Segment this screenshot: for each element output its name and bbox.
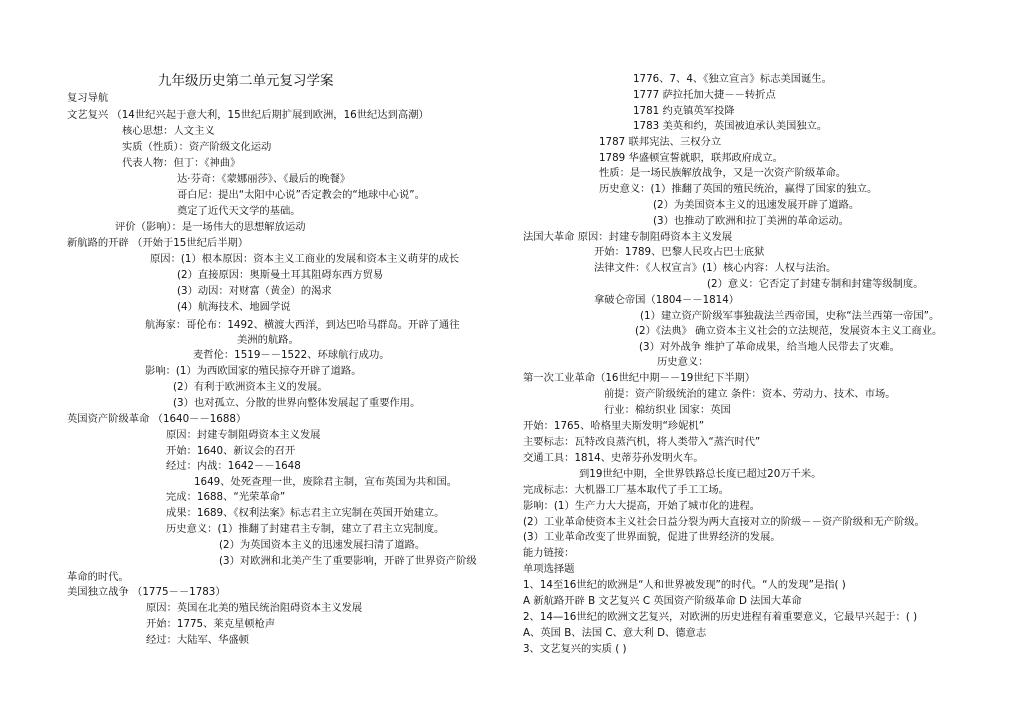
right-line-17: (3）对外战争 维护了革命成果，给当地人民带去了灾难。 (639, 341, 900, 353)
left-line-25: 1649、处死查理一世，废除君主制，宣布英国为共和国。 (194, 476, 458, 488)
right-line-34: 2、14—16世纪的欧洲文艺复兴，对欧洲的历史进程有着重要意义，它最早兴起于：( ) (523, 611, 918, 623)
right-line-3: 1783 美英和约，英国被迫承认美国独立。 (633, 120, 828, 132)
left-line-7: 哥白尼：提出“太阳中心说”否定教会的“地球中心说”。 (177, 189, 425, 201)
right-line-6: 性质：是一场民族解放战争，又是一次资产阶级革命。 (599, 167, 847, 179)
right-line-29: (3）工业革命改变了世界面貌，促进了世界经济的发展。 (523, 531, 781, 543)
left-line-26: 完成：1688、“光荣革命” (166, 491, 286, 503)
left-line-2: 文艺复兴 （14世纪兴起于意大利，15世纪后期扩展到欧洲，16世纪达到高潮） (67, 109, 429, 121)
left-line-27: 成果：1689、《权利法案》标志君主立宪制在英国开始建立。 (166, 507, 445, 519)
left-line-14: (4）航海技术、地圆学说 (177, 301, 291, 313)
right-line-2: 1781 约克镇英军投降 (633, 105, 735, 117)
right-line-0: 1776、7、4、《独立宣言》标志美国诞生。 (633, 73, 832, 85)
left-line-9: 评价（影响）：是一场伟大的思想解放运动 (115, 221, 306, 233)
left-line-31: 革命的时代。 (67, 571, 129, 583)
left-line-34: 开始：1775、莱克星顿枪声 (146, 618, 276, 630)
left-line-33: 原因：英国在北美的殖民统治阻碍资本主义发展 (146, 602, 363, 614)
left-line-22: 原因：封建专制阻碍资本主义发展 (166, 429, 321, 441)
left-line-16: 美洲的航路。 (237, 334, 299, 346)
right-line-35: A、英国 B、法国 C、意大利 D、德意志 (523, 627, 707, 639)
left-line-21: 英国资产阶级革命 （1640－－1688） (67, 413, 247, 425)
right-line-19: 第一次工业革命（16世纪中期－－19世纪下半期） (523, 372, 756, 384)
left-line-32: 美国独立战争 （1775－－1783） (67, 586, 226, 598)
right-line-16: (2）《法典》 确立资本主义社会的立法规范，发展资本主义工商业。 (635, 325, 943, 337)
right-line-32: 1、14至16世纪的欧洲是“人和世界被发现”的时代。“人的发现”是指( ) (523, 579, 846, 591)
left-line-30: (3）对欧洲和北美产生了重要影响，开辟了世界资产阶级 (219, 555, 477, 567)
right-line-13: (2）意义：它否定了封建专制和封建等级制度。 (707, 278, 924, 290)
right-line-25: 到19世纪中期，全世界铁路总长度已超过20万千米。 (579, 468, 822, 480)
left-line-12: (2）直接原因：奥斯曼土耳其阻碍东西方贸易 (177, 269, 384, 281)
right-line-4: 1787 联邦宪法、三权分立 (599, 136, 722, 148)
right-line-31: 单项选择题 (523, 563, 575, 575)
left-line-0: 九年级历史第二单元复习学案 (158, 73, 334, 89)
left-line-1: 复习导航 (67, 92, 109, 104)
right-line-20: 前提：资产阶级统治的建立 条件：资本、劳动力、技术、市场。 (604, 388, 896, 400)
right-column (512, 0, 1024, 724)
right-line-14: 拿破仑帝国（1804－－1814） (594, 294, 740, 306)
left-line-20: (3）也对孤立、分散的世界向整体发展起了重要作用。 (173, 397, 421, 409)
left-line-29: (2）为英国资本主义的迅速发展扫清了道路。 (219, 539, 426, 551)
left-line-11: 原因：(1）根本原因：资本主义工商业的发展和资本主义萌芽的成长 (150, 253, 460, 265)
right-line-15: (1）建立资产阶级军事独裁法兰西帝国，史称“法兰西第一帝国”。 (640, 310, 940, 322)
left-line-5: 代表人物：但丁：《神曲》 (122, 157, 241, 169)
left-line-28: 历史意义：(1）推翻了封建君主专制，建立了君主立宪制度。 (166, 523, 445, 535)
right-line-27: 影响：(1）生产力大大提高，开始了城市化的进程。 (523, 500, 761, 512)
right-line-21: 行业：棉纺织业 国家：英国 (604, 404, 731, 416)
right-line-24: 交通工具：1814、史蒂芬孙发明火车。 (523, 452, 704, 464)
left-line-8: 奠定了近代天文学的基础。 (177, 205, 301, 217)
left-line-24: 经过：内战：1642－－1648 (166, 460, 301, 472)
right-line-9: (3）也推动了欧洲和拉丁美洲的革命运动。 (653, 215, 849, 227)
left-line-17: 麦哲伦：1519－－1522、环球航行成功。 (193, 349, 390, 361)
right-line-33: A 新航路开辟 B 文艺复兴 C 英国资产阶级革命 D 法国大革命 (523, 595, 802, 607)
right-line-11: 开始：1789、巴黎人民攻占巴士底狱 (594, 246, 765, 258)
right-line-28: (2）工业革命使资本主义社会日益分裂为两大直接对立的阶级－－资产阶级和无产阶级。 (523, 516, 925, 528)
left-line-18: 影响：(1）为西欧国家的殖民掠夺开辟了道路。 (145, 365, 362, 377)
right-line-22: 开始：1765、哈格里夫斯发明“珍妮机” (523, 420, 705, 432)
right-line-1: 1777 萨拉托加大捷－－转折点 (633, 89, 776, 101)
left-line-6: 达·芬奇：《蒙娜丽莎》、《最后的晚餐》 (177, 173, 351, 185)
right-line-7: 历史意义：(1）推翻了英国的殖民统治，赢得了国家的独立。 (599, 183, 878, 195)
left-line-35: 经过：大陆军、华盛顿 (146, 634, 249, 646)
right-line-12: 法律文件：《人权宣言》(1）核心内容：人权与法治。 (594, 262, 837, 274)
right-line-18: 历史意义： (657, 356, 709, 368)
right-line-26: 完成标志：大机器工厂基本取代了手工工场。 (523, 484, 729, 496)
right-line-30: 能力链接： (523, 547, 575, 559)
right-line-36: 3、文艺复兴的实质 ( ) (523, 643, 627, 655)
left-line-15: 航海家：哥伦布：1492、横渡大西洋，到达巴哈马群岛。开辟了通往 (145, 319, 460, 331)
right-line-10: 法国大革命 原因：封建专制阻碍资本主义发展 (523, 231, 733, 243)
left-line-4: 实质（性质）：资产阶级文化运动 (122, 141, 272, 153)
right-line-5: 1789 华盛顿宣誓就职，联邦政府成立。 (599, 152, 783, 164)
left-line-13: (3）动因：对财富（黄金）的渴求 (177, 285, 332, 297)
left-line-10: 新航路的开辟 （开始于15世纪后半期） (67, 237, 249, 249)
left-line-19: (2）有利于欧洲资本主义的发展。 (173, 381, 328, 393)
right-line-23: 主要标志：瓦特改良蒸汽机，将人类带入“蒸汽时代” (523, 436, 761, 448)
right-line-8: (2）为美国资本主义的迅速发展开辟了道路。 (653, 199, 860, 211)
left-line-23: 开始：1640、新议会的召开 (166, 445, 296, 457)
left-line-3: 核心思想：人文主义 (122, 125, 215, 137)
